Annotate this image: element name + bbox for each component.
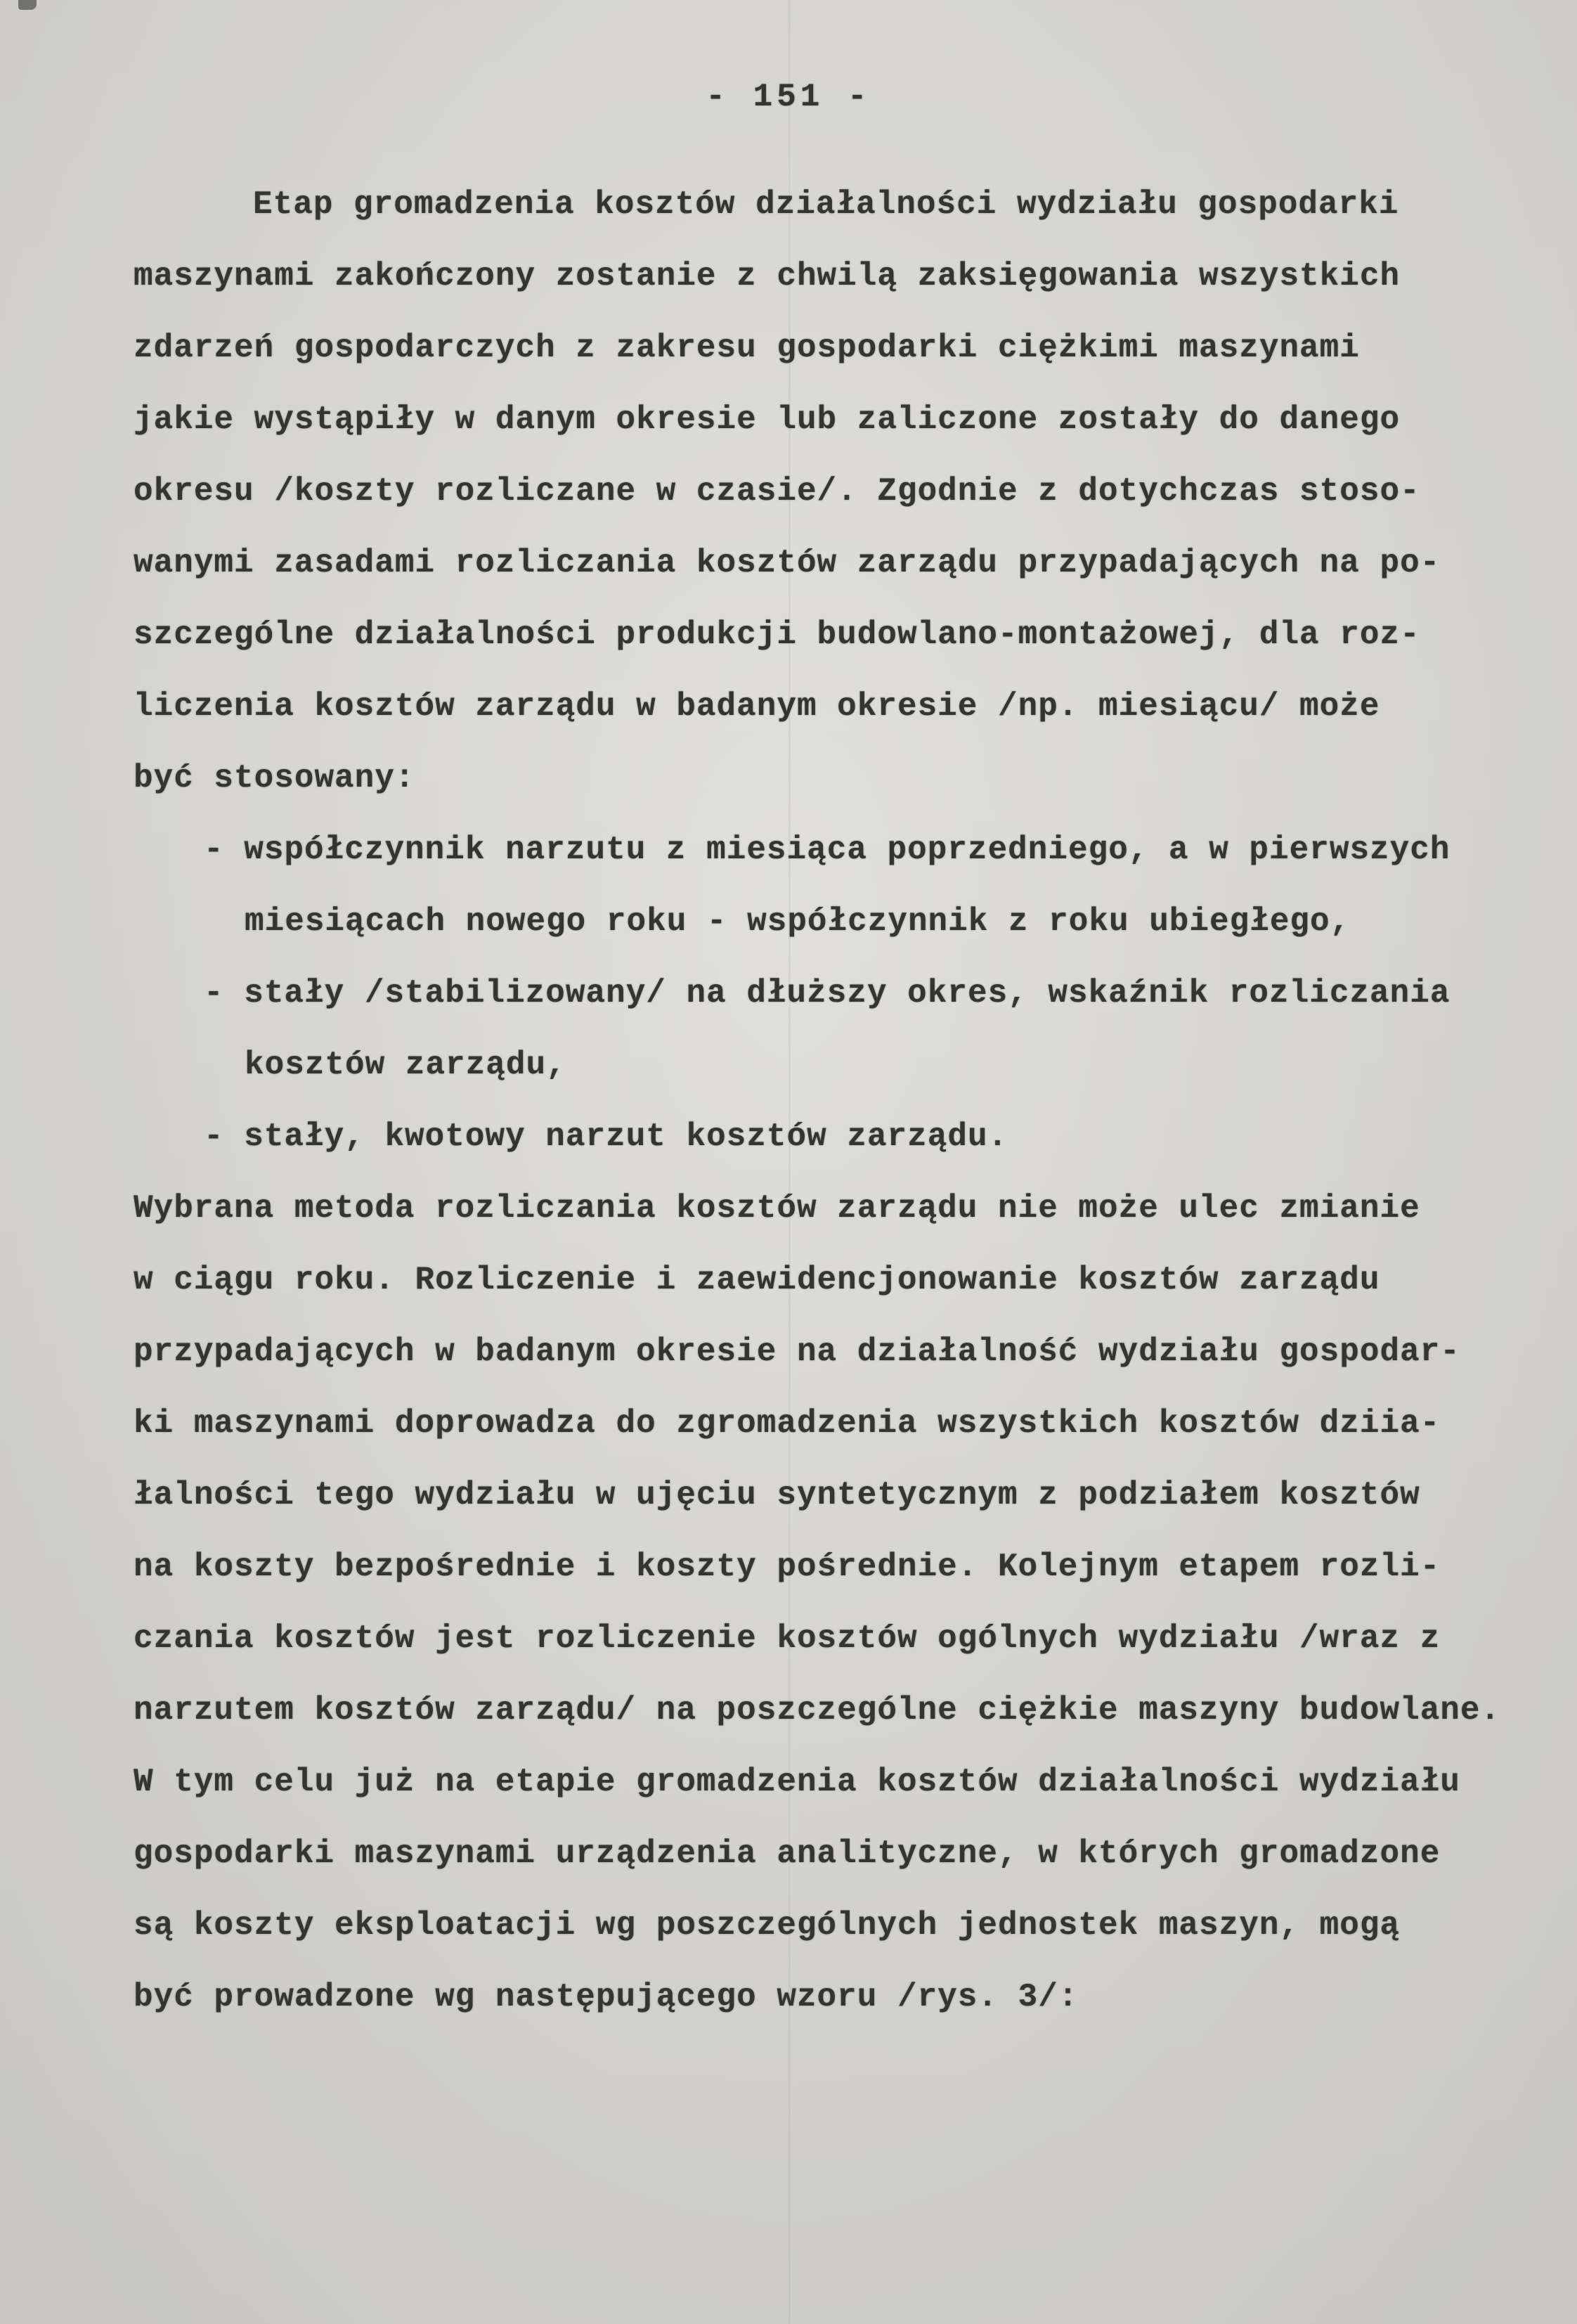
text-line: miesiącach nowego roku - współczynnik z roku ubiegłego,: [245, 903, 1351, 940]
text-line: liczenia kosztów zarządu w badanym okresie /np. miesiącu/ może: [134, 688, 1380, 725]
text-line: w ciągu roku. Rozliczenie i zaewidencjonowanie kosztów zarządu: [134, 1262, 1380, 1298]
text-line: W tym celu już na etapie gromadzenia kosztów działalności wydziału: [134, 1764, 1460, 1800]
text-line: Etap gromadzenia kosztów działalności wydziału gospodarki: [253, 186, 1399, 223]
text-line: ki maszynami doprowadza do zgromadzenia wszystkich kosztów dziia-: [134, 1405, 1441, 1442]
text-line: maszynami zakończony zostanie z chwilą zaksięgowania wszystkich: [134, 258, 1401, 295]
text-line: wanymi zasadami rozliczania kosztów zarządu przypadających na po-: [134, 545, 1441, 581]
text-line: - stały /stabilizowany/ na dłuższy okres, wskaźnik rozliczania: [204, 975, 1451, 1012]
text-line: kosztów zarządu,: [245, 1047, 566, 1083]
text-line: - stały, kwotowy narzut kosztów zarządu.: [204, 1118, 1008, 1155]
document-text: [134, 169, 1532, 2033]
text-line: czania kosztów jest rozliczenie kosztów ogólnych wydziału /wraz z: [134, 1620, 1441, 1657]
text-line: okresu /koszty rozliczane w czasie/. Zgodnie z dotychczas stoso-: [134, 473, 1420, 510]
text-line: zdarzeń gospodarczych z zakresu gospodarki ciężkimi maszynami: [134, 330, 1360, 366]
page-number: - 151 -: [706, 79, 871, 115]
text-line: przypadających w badanym okresie na działalność wydziału gospodar-: [134, 1334, 1460, 1370]
text-line: szczególne działalności produkcji budowlano-montażowej, dla roz-: [134, 616, 1420, 653]
text-line: Wybrana metoda rozliczania kosztów zarządu nie może ulec zmianie: [134, 1190, 1420, 1227]
text-line: jakie wystąpiły w danym okresie lub zaliczone zostały do danego: [134, 401, 1401, 438]
text-line: narzutem kosztów zarządu/ na poszczególne ciężkie maszyny budowlane.: [134, 1692, 1501, 1729]
scan-artifact: [18, 0, 37, 10]
text-line: być stosowany:: [134, 760, 415, 796]
text-line: na koszty bezpośrednie i koszty pośrednie. Kolejnym etapem rozli-: [134, 1549, 1441, 1585]
text-line: - współczynnik narzutu z miesiąca poprzedniego, a w pierwszych: [204, 832, 1451, 868]
text-line: są koszty eksploatacji wg poszczególnych jednostek maszyn, mogą: [134, 1907, 1401, 1944]
text-line: gospodarki maszynami urządzenia analityczne, w których gromadzone: [134, 1835, 1441, 1872]
text-line: łalności tego wydziału w ujęciu syntetycznym z podziałem kosztów: [134, 1477, 1420, 1513]
text-line: być prowadzone wg następującego wzoru /rys. 3/:: [134, 1979, 1079, 2015]
